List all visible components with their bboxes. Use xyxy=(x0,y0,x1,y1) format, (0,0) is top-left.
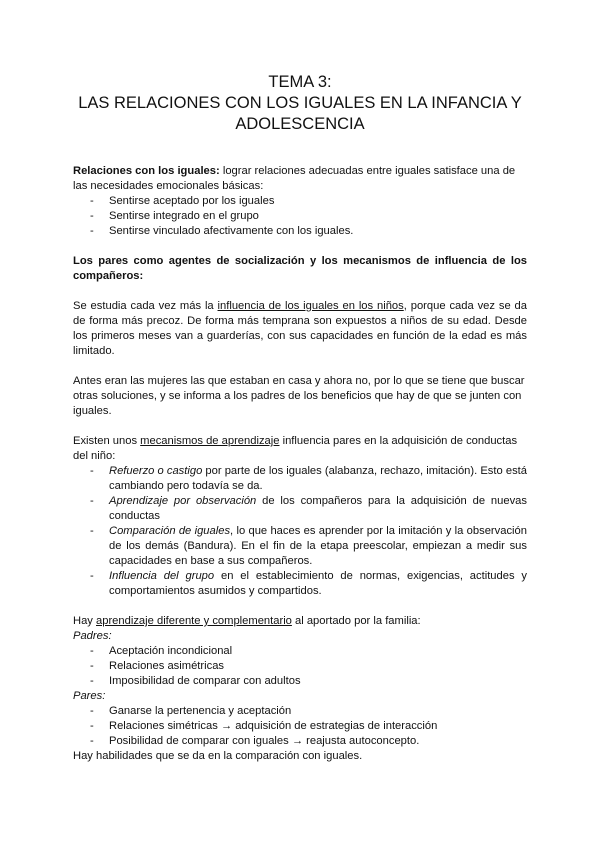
list-item: - Aprendizaje por observación de los compañeros para la adquisición de nuevas conductas xyxy=(90,495,527,522)
list-item: - Sentirse vinculado afectivamente con los iguales. xyxy=(90,225,354,237)
underlined-phrase: mecanismos de aprendizaje xyxy=(140,435,280,447)
title-line-1: TEMA 3: xyxy=(268,73,332,91)
pares-heading: Los pares como agentes de socialización y los mecanismos de influencia de los compañeros: xyxy=(73,255,527,282)
dash-bullet: - xyxy=(90,645,94,657)
dash-bullet: - xyxy=(90,495,94,507)
list-item: - Relaciones asimétricas xyxy=(90,660,225,672)
underlined-phrase: influencia de los iguales en los niños xyxy=(217,300,404,312)
dash-bullet: - xyxy=(90,705,94,717)
list-item: - Relaciones simétricas → adquisición de estrategias de interacción xyxy=(90,720,438,732)
title-line-3: ADOLESCENCIA xyxy=(235,115,365,133)
dash-bullet: - xyxy=(90,525,94,537)
paragraph-mecanismos: Existen unos mecanismos de aprendizaje influencia pares en la adquisición de conductas del niño: xyxy=(73,435,518,462)
dash-bullet: - xyxy=(90,720,94,732)
list-item: - Influencia del grupo en el establecimiento de normas, exigencias, actitudes y comportamientos asumidos y compartidos. xyxy=(90,570,528,597)
dash-bullet: - xyxy=(90,675,94,687)
paragraph-antes: Antes eran las mujeres las que estaban en casa y ahora no, por lo que se tiene que buscar otras soluciones, y se informa a los padres de los beneficios que hay de que se junten con iguales. xyxy=(73,375,525,417)
list-item: - Sentirse aceptado por los iguales xyxy=(90,195,275,207)
paragraph-aprendizaje: Hay aprendizaje diferente y complementario al aportado por la familia: xyxy=(73,615,421,627)
list-item: - Ganarse la pertenencia y aceptación xyxy=(90,705,292,717)
relaciones-paragraph xyxy=(73,164,527,194)
dash-bullet: - xyxy=(90,465,94,477)
pares-label: Pares: xyxy=(73,690,106,702)
document-body xyxy=(73,164,527,764)
relaciones-list xyxy=(73,194,527,239)
list-item: - Refuerzo o castigo por parte de los iguales (alabanza, rechazo, imitación). Esto está cambiando pero todavía se da. xyxy=(90,465,527,492)
dash-bullet: - xyxy=(90,735,94,747)
dash-bullet: - xyxy=(90,660,94,672)
list-item: - Sentirse integrado en el grupo xyxy=(90,210,259,222)
title-line-2: LAS RELACIONES CON LOS IGUALES EN LA INFANCIA Y xyxy=(78,94,522,112)
list-item: - Comparación de iguales, lo que haces es aprender por la imitación y la observación de los demás (Bandura). En el fin de la etapa preescolar, empiezan a medir sus capacidades en base a sus compañeros. xyxy=(90,525,527,567)
list-item: - Posibilidad de comparar con iguales → reajusta autoconcepto. xyxy=(90,735,420,747)
dash-bullet: - xyxy=(90,195,94,207)
underlined-phrase: aprendizaje diferente y complementario xyxy=(96,615,292,627)
list-item: - Imposibilidad de comparar con adultos xyxy=(90,675,301,687)
paragraph-influencia: Se estudia cada vez más la influencia de los iguales en los niños, porque cada vez se da de forma más precoz. De forma más temprana son expuestos a niños de su edad. Desde los primeros meses van a guarderías, con sus capacidades en función de la edad es más limitado. xyxy=(73,300,528,357)
dash-bullet: - xyxy=(90,210,94,222)
list-item: - Aceptación incondicional xyxy=(90,645,233,657)
relaciones-text: lograr relaciones adecuadas entre iguales satisface una de las necesidades emocionales básicas: xyxy=(73,165,516,192)
dash-bullet: - xyxy=(90,570,94,582)
pares-list xyxy=(73,704,527,749)
page-title xyxy=(40,72,560,135)
relaciones-label: Relaciones con los iguales: xyxy=(73,165,220,177)
dash-bullet: - xyxy=(90,225,94,237)
mechanisms-list xyxy=(73,464,527,599)
closing-paragraph: Hay habilidades que se da en la comparación con iguales. xyxy=(73,750,363,762)
padres-label: Padres: xyxy=(73,630,112,642)
padres-list xyxy=(73,644,527,689)
